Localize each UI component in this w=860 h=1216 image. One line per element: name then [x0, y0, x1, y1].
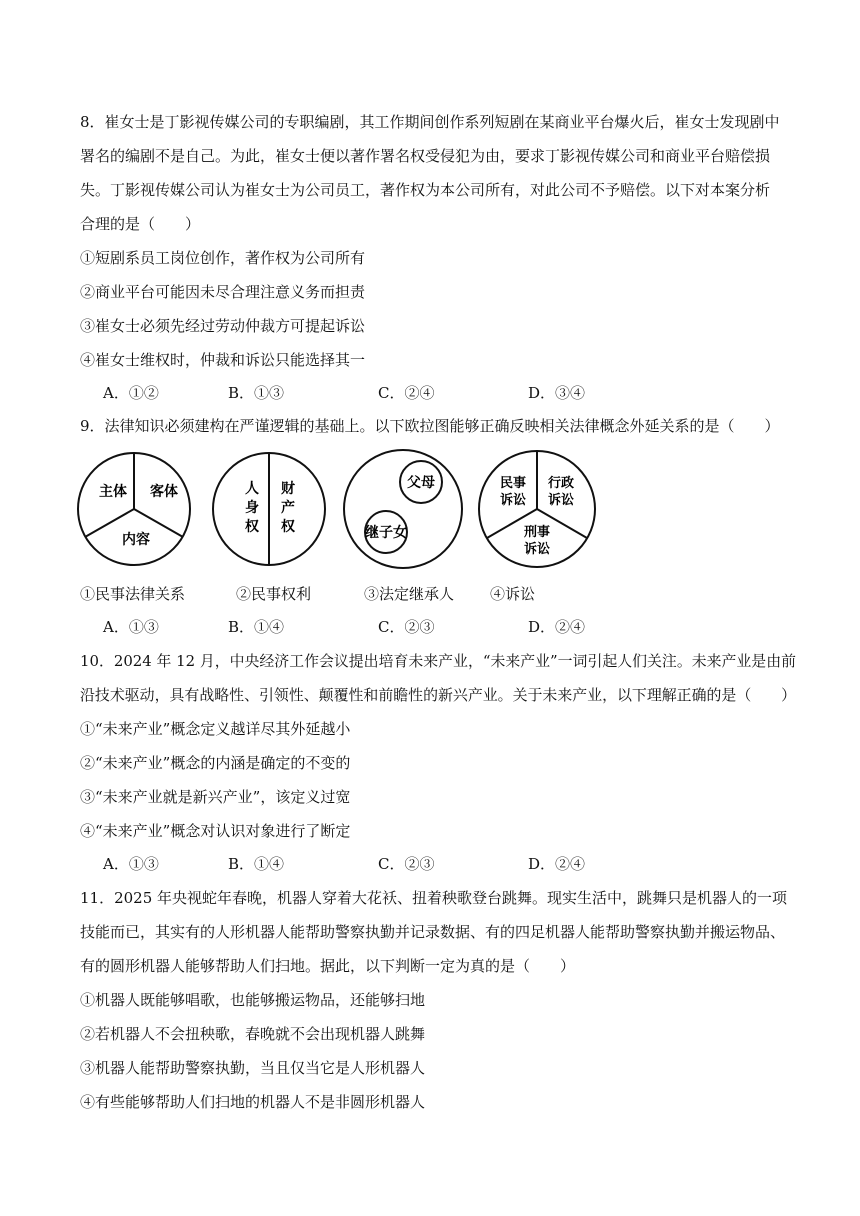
q9-stem-line: 9．法律知识必须建构在严谨逻辑的基础上。以下欧拉图能够正确反映相关法律概念外延关系的是（ ） — [80, 417, 780, 435]
q8-item: ④崔女士维权时，仲裁和诉讼只能选择其一 — [80, 351, 366, 369]
diagram1-label-content: 内容 — [122, 532, 150, 548]
q11-stem-line: 有的圆形机器人能够帮助人们扫地。据此，以下判断一定为真的是（ ） — [80, 957, 576, 975]
q10-item: ③“未来产业就是新兴产业”，该定义过宽 — [80, 788, 351, 806]
q10-stem-line: 10．2024 年 12 月，中央经济工作会议提出培育未来产业，“未来产业”一词引起人们关注。未来产业是由前 — [80, 652, 796, 670]
q10-stem-line: 沿技术驱动，具有战略性、引领性、颠覆性和前瞻性的新兴产业。关于未来产业，以下理解正确的是（ ） — [80, 686, 797, 704]
diagram2-left-char: 人 — [245, 481, 259, 497]
diagram2-right-char: 产 — [281, 500, 295, 516]
q10-option-c[interactable]: C．②③ — [378, 855, 435, 873]
q11-item: ④有些能够帮助人们扫地的机器人不是非圆形机器人 — [80, 1093, 426, 1111]
q8-option-b[interactable]: B．①③ — [228, 384, 285, 402]
diagram4-label: 行政 — [547, 476, 575, 491]
q10-option-a[interactable]: A．①③ — [103, 855, 159, 873]
diagram2-left-char: 身 — [245, 500, 259, 516]
euler-diagram-1 — [78, 453, 190, 565]
q8-item: ③崔女士必须先经过劳动仲裁方可提起诉讼 — [80, 317, 366, 335]
diagram4-label: 刑事 — [523, 525, 551, 540]
diagram2-right-char: 权 — [281, 519, 295, 535]
q8-option-a[interactable]: A．①② — [103, 384, 159, 402]
q11-item: ③机器人能帮助警察执勤，当且仅当它是人形机器人 — [80, 1059, 426, 1077]
q9-caption: ①民事法律关系 — [80, 585, 186, 603]
euler-diagram-2 — [213, 453, 325, 565]
diagram4-label: 民事 — [499, 476, 527, 491]
diagram3-label-stepchildren: 继子女 — [365, 525, 407, 541]
diagram4-label: 诉讼 — [499, 493, 527, 508]
q8-item: ②商业平台可能因未尽合理注意义务而担责 — [80, 283, 366, 301]
q11-stem-line: 11．2025 年央视蛇年春晚，机器人穿着大花袄、扭着秧歌登台跳舞。现实生活中，跳舞只是机器人的一项 — [80, 889, 788, 907]
euler-diagrams — [76, 444, 796, 574]
q9-caption: ③法定继承人 — [364, 585, 455, 603]
diagram1-label-subject: 主体 — [99, 484, 127, 500]
q8-option-c[interactable]: C．②④ — [378, 384, 435, 402]
diagram2-left-char: 权 — [245, 519, 259, 535]
q11-item: ②若机器人不会扭秧歌，春晚就不会出现机器人跳舞 — [80, 1025, 426, 1043]
q8-stem-line: 署名的编剧不是自己。为此，崔女士便以著作署名权受侵犯为由，要求丁影视传媒公司和商业平台赔偿损 — [80, 147, 771, 165]
q11-item: ①机器人既能够唱歌，也能够搬运物品，还能够扫地 — [80, 991, 426, 1009]
q8-stem-line: 合理的是（ ） — [80, 215, 201, 233]
diagram4-label: 诉讼 — [547, 493, 575, 508]
q10-item: ①“未来产业”概念定义越详尽其外延越小 — [80, 720, 351, 738]
q9-option-c[interactable]: C．②③ — [378, 618, 435, 636]
q11-stem-line: 技能而已，其实有的人形机器人能帮助警察执勤并记录数据、有的四足机器人能帮助警察执勤并搬运物品、 — [80, 923, 786, 941]
diagram1-label-object: 客体 — [150, 484, 178, 500]
q9-caption: ④诉讼 — [490, 585, 536, 603]
diagram3-label-parents: 父母 — [407, 475, 435, 491]
q8-item: ①短剧系员工岗位创作，著作权为公司所有 — [80, 249, 366, 267]
q10-option-b[interactable]: B．①④ — [228, 855, 285, 873]
q8-option-d[interactable]: D．③④ — [528, 384, 586, 402]
diagram4-label: 诉讼 — [523, 542, 551, 557]
euler-diagram-3 — [344, 450, 462, 568]
q9-option-d[interactable]: D．②④ — [528, 618, 586, 636]
diagram2-right-char: 财 — [281, 481, 295, 497]
q10-option-d[interactable]: D．②④ — [528, 855, 586, 873]
q8-stem-line: 失。丁影视传媒公司认为崔女士为公司员工，著作权为本公司所有，对此公司不予赔偿。以下对本案分析 — [80, 181, 771, 199]
q8-stem-line: 8．崔女士是丁影视传媒公司的专职编剧，其工作期间创作系列短剧在某商业平台爆火后，崔女士发现剧中 — [80, 113, 780, 131]
q9-option-b[interactable]: B．①④ — [228, 618, 285, 636]
q9-option-a[interactable]: A．①③ — [103, 618, 159, 636]
q9-caption: ②民事权利 — [236, 585, 312, 603]
q10-item: ②“未来产业”概念的内涵是确定的不变的 — [80, 754, 351, 772]
q10-item: ④“未来产业”概念对认识对象进行了断定 — [80, 822, 351, 840]
